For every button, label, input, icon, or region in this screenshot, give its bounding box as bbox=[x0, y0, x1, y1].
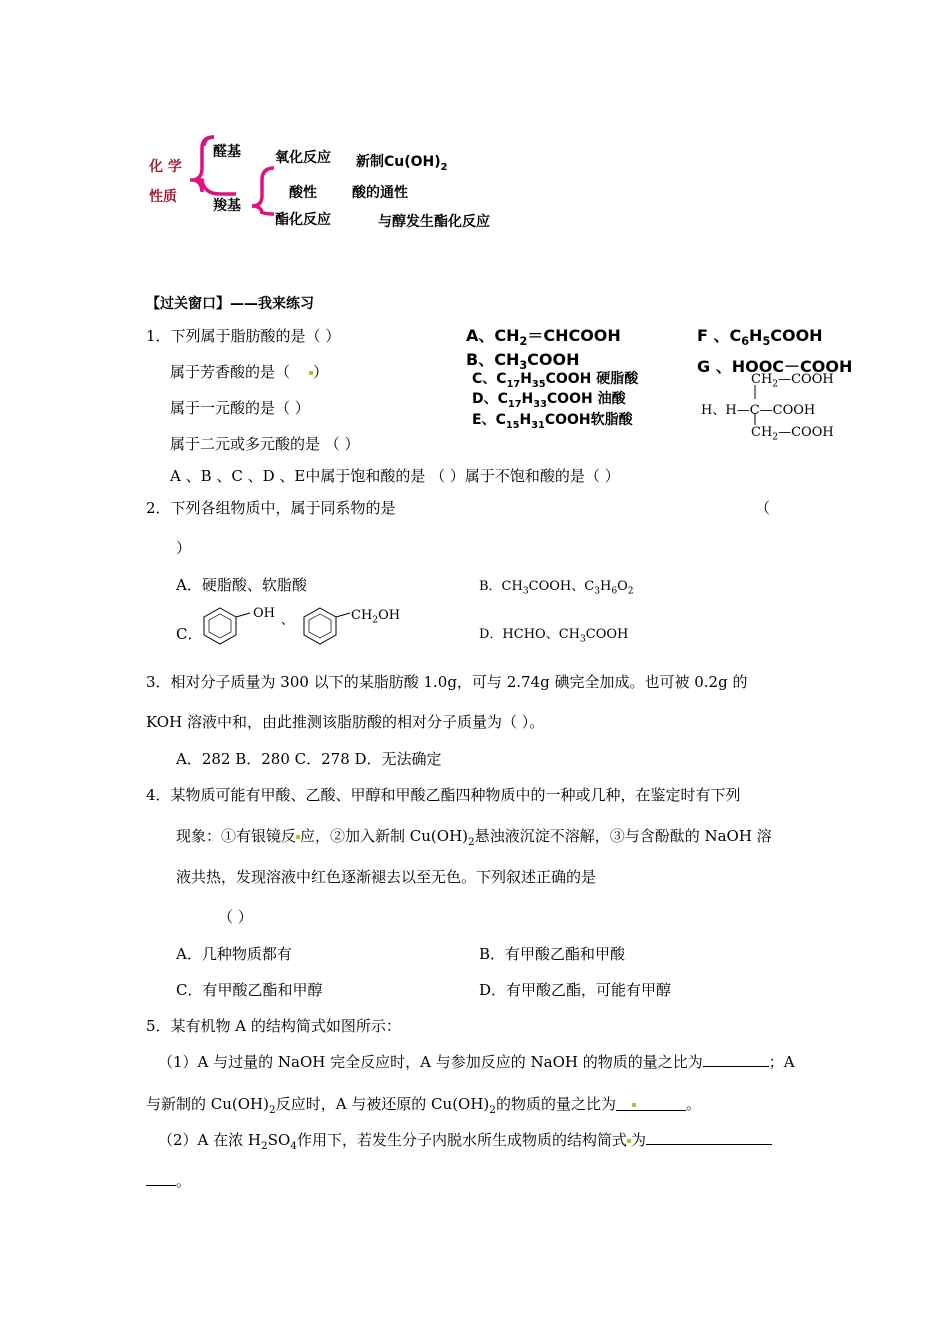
q1-opt-f: F 、$C_6H_5COOH$ bbox=[697, 326, 823, 349]
q3-line1: 3．相对分子质量为 300 以下的某脂肪酸 1.0g，可与 2.74g 碘完全加成。也可被 0.2g 的 bbox=[146, 673, 748, 691]
q4-opt-a: A．几种物质都有 bbox=[176, 945, 292, 963]
q1-opt-d: D、$C_{17}H_{33}COOH$ 油酸 bbox=[472, 391, 626, 410]
section-title: 【过关窗口】——我来练习 bbox=[146, 296, 314, 312]
q2-ch2oh-label: $CH_2OH$ bbox=[351, 608, 401, 626]
with-alcohol-label: 与醇发生酯化反应 bbox=[378, 214, 490, 230]
q2-separator: 、 bbox=[281, 613, 295, 628]
q5-p1-line1: （1）A 与过量的 NaOH 完全反应时，A 与参加反应的 NaOH 的物质的量之比为 ；A bbox=[158, 1053, 795, 1071]
q4-opt-b: B．有甲酸乙酯和甲酸 bbox=[479, 945, 626, 963]
q1-line1: 1．下列属于脂肪酸的是（ ） bbox=[146, 327, 341, 345]
cu-oh-label: 新制$Cu(OH)_2$ bbox=[356, 154, 448, 173]
q2-opt-c: C． bbox=[176, 625, 203, 643]
q1-line3: 属于一元酸的是（ ） bbox=[170, 399, 310, 417]
q1-line4: 属于二元或多元酸的是 （ ） bbox=[170, 435, 360, 453]
q4-line2: 现象：①有银镜反 应，②加入新制 $Cu(OH)_2$悬浊液沉淀不溶解，③与含酚酞的 NaOH 溶 bbox=[176, 827, 772, 848]
q2-opt-b: B．$CH_3COOH$、$C_3H_6O_2$ bbox=[479, 579, 634, 597]
acid-common-label: 酸的通性 bbox=[352, 185, 408, 201]
q5-p1-line2: 与新制的 $Cu(OH)_2$反应时，A 与被还原的 $Cu(OH)_2$的物质的量之比为 。 bbox=[146, 1095, 701, 1116]
q1-opt-b: B、$CH_3COOH$ bbox=[466, 350, 580, 373]
q1-opt-e: E、$C_{15}H_{31}COOH$软脂酸 bbox=[472, 412, 633, 431]
answer-blank[interactable] bbox=[146, 1170, 176, 1186]
chem-label-2: 性质 bbox=[149, 189, 177, 205]
q2-opt-a: A．硬脂酸、软脂酸 bbox=[176, 576, 307, 594]
oxidation-label: 氧化反应 bbox=[275, 150, 331, 166]
q4-line1: 4．某物质可能有甲酸、乙酸、甲醇和甲酸乙酯四种物质中的一种或几种，在鉴定时有下列 bbox=[146, 786, 741, 804]
chem-label-1: 化 学 bbox=[149, 159, 182, 175]
q4-line3: 液共热，发现溶液中红色逐渐褪去以至无色。下列叙述正确的是 bbox=[176, 868, 597, 886]
q3-line2: KOH 溶液中和，由此推测该脂肪酸的相对分子质量为（ ）。 bbox=[146, 713, 545, 731]
answer-blank[interactable] bbox=[703, 1051, 769, 1067]
q1-line5: A 、B 、C 、D 、E中属于饱和酸的是 （ ）属于不饱和酸的是（ ） bbox=[170, 467, 620, 485]
answer-blank[interactable] bbox=[616, 1095, 686, 1111]
q1-line2: 属于芳香酸的是（ ） bbox=[170, 363, 329, 381]
q4-paren: （ ） bbox=[218, 908, 253, 926]
q2-oh-label: OH bbox=[253, 606, 275, 621]
q1-opt-h-top: $CH_2—COOH$ bbox=[751, 372, 834, 390]
q1-opt-a: A、$CH_2=CHCOOH$ bbox=[466, 326, 621, 349]
group-carboxyl: 羧基 bbox=[213, 198, 241, 214]
esterification-label: 酯化反应 bbox=[275, 212, 331, 228]
q1-opt-c: C、$C_{17}H_{35}COOH$ 硬脂酸 bbox=[472, 371, 639, 390]
q4-opt-c: C．有甲酸乙酯和甲醇 bbox=[176, 981, 323, 999]
q1-opt-h-bot: $CH_2—COOH$ bbox=[751, 425, 834, 443]
q4-opt-d: D．有甲酸乙酯，可能有甲醇 bbox=[479, 981, 672, 999]
q2-paren-open: （ bbox=[755, 499, 771, 517]
q2-paren-close: ） bbox=[176, 539, 192, 557]
q1-opt-h-bonds bbox=[752, 385, 758, 425]
q1-opt-g: G 、HOOC－COOH bbox=[697, 357, 853, 376]
q5-p2-line1: （2）A 在浓 $H_2SO_4$作用下，若发生分子内脱水所生成物质的结构简式 为 bbox=[158, 1129, 772, 1152]
green-mark-icon bbox=[632, 1103, 636, 1107]
q2-stem: 2．下列各组物质中，属于同系物的是 bbox=[146, 499, 396, 517]
acidity-label: 酸性 bbox=[289, 185, 317, 201]
q2-opt-d: D．HCHO、$CH_3COOH$ bbox=[479, 627, 629, 645]
q5-p2-line2: 。 bbox=[146, 1170, 191, 1191]
q5-stem: 5．某有机物 A 的结构简式如图所示： bbox=[146, 1017, 401, 1035]
answer-blank[interactable] bbox=[646, 1129, 772, 1145]
q3-options: A．282 B．280 C．278 D．无法确定 bbox=[176, 750, 442, 768]
q1-opt-h-mid: H、H—C—COOH bbox=[701, 403, 816, 418]
group-aldehyde: 醛基 bbox=[213, 144, 241, 160]
